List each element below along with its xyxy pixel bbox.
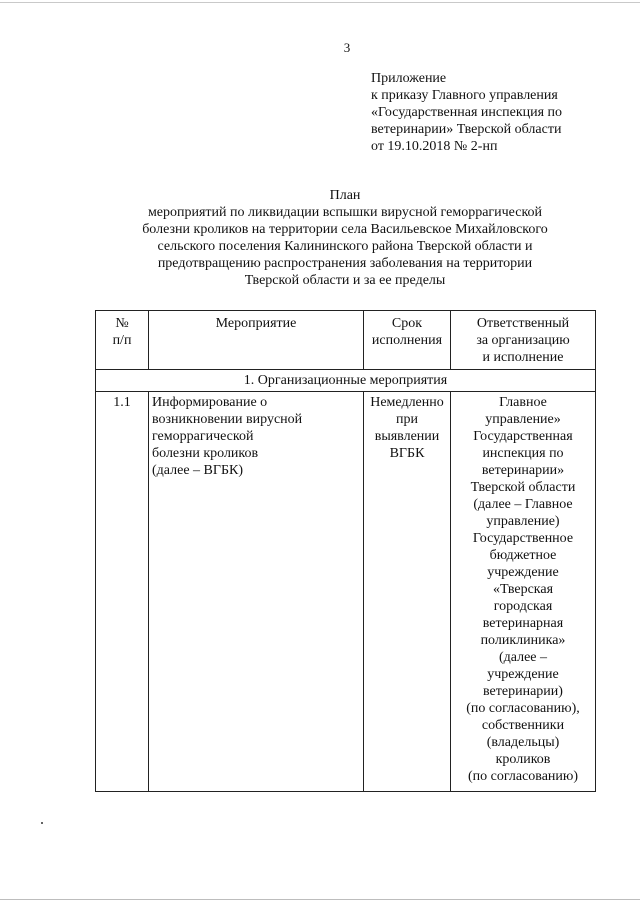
plan-subtitle-line: мероприятий по ликвидации вспышки вирусной геморрагической	[147, 205, 543, 220]
resp-line: городская	[493, 599, 553, 614]
resp-line: (по согласованию)	[467, 769, 579, 784]
scan-edge-bottom	[0, 899, 640, 900]
resp-line: ветеринарии»	[481, 463, 565, 478]
page-number: 3	[343, 40, 351, 55]
event-line: (далее – ВГБК)	[152, 463, 244, 478]
header-event-line: Мероприятие	[215, 316, 297, 331]
section-row	[96, 370, 596, 392]
appendix-block	[371, 70, 562, 155]
header-term	[364, 311, 451, 370]
resp-line: Главное	[499, 395, 547, 410]
section-title: 1. Организационные мероприятия	[96, 370, 596, 392]
resp-line: учреждение	[487, 565, 559, 580]
resp-line: кроликов	[495, 752, 551, 767]
header-num	[96, 311, 149, 370]
resp-line: поликлиника»	[480, 633, 566, 648]
event-line: болезни кроликов	[152, 446, 259, 461]
term-line: при	[396, 412, 418, 427]
resp-line: ветеринарная	[482, 616, 564, 631]
plan-table	[95, 310, 596, 792]
event-line: возникновении вирусной	[152, 412, 303, 427]
row-term	[364, 392, 451, 792]
header-event	[149, 311, 364, 370]
table-header-row	[96, 311, 596, 370]
appendix-line: Приложение	[371, 71, 447, 86]
header-num-line: №	[115, 316, 129, 331]
resp-line: (далее –	[498, 650, 548, 665]
header-resp	[451, 311, 596, 370]
row-resp	[451, 392, 596, 792]
plan-subtitle-line: болезни кроликов на территории села Васильевское Михайловского	[142, 222, 548, 237]
plan-subtitle-line: предотвращению распространения заболевания на территории	[157, 256, 533, 271]
event-line: геморрагической	[152, 429, 254, 444]
resp-line: (владельцы)	[486, 735, 560, 750]
header-resp-line: за организацию	[476, 333, 570, 348]
header-term-line: исполнения	[371, 333, 443, 348]
scan-speck	[41, 822, 43, 824]
term-line: выявлении	[374, 429, 440, 444]
resp-line: бюджетное	[489, 548, 557, 563]
header-num-line: п/п	[112, 333, 132, 348]
term-line: Немедленно	[370, 395, 444, 410]
resp-line: учреждение	[487, 667, 559, 682]
resp-line: инспекция по	[482, 446, 564, 461]
appendix-line: от 19.10.2018 № 2-нп	[371, 139, 498, 154]
event-line: Информирование о	[152, 395, 268, 410]
appendix-line: ветеринарии» Тверской области	[371, 122, 562, 137]
appendix-line: «Государственная инспекция по	[371, 105, 563, 120]
resp-line: (по согласованию),	[466, 701, 580, 716]
resp-line: ветеринарии)	[483, 684, 563, 699]
scan-edge-top	[0, 2, 640, 3]
resp-line: управление)	[486, 514, 560, 529]
resp-line: управление»	[485, 412, 561, 427]
appendix-line: к приказу Главного управления	[371, 88, 558, 103]
plan-subtitle-line: Тверской области и за ее пределы	[244, 273, 446, 288]
plan-subtitle-line: сельского поселения Калининского района Тверской области и	[157, 239, 533, 254]
header-term-line: Срок	[391, 316, 423, 331]
table-row	[96, 392, 596, 792]
resp-line: Тверской области	[470, 480, 576, 495]
plan-title: План	[329, 188, 361, 203]
header-resp-line: и исполнение	[482, 350, 564, 365]
row-event	[149, 392, 364, 792]
plan-heading	[95, 187, 595, 289]
resp-line: Государственная	[473, 429, 573, 444]
term-line: ВГБК	[389, 446, 425, 461]
row-num: 1.1	[96, 392, 149, 792]
resp-line: (далее – Главное	[473, 497, 573, 512]
resp-line: собственники	[481, 718, 565, 733]
resp-line: Государственное	[472, 531, 574, 546]
resp-line: «Тверская	[492, 582, 554, 597]
header-resp-line: Ответственный	[476, 316, 570, 331]
